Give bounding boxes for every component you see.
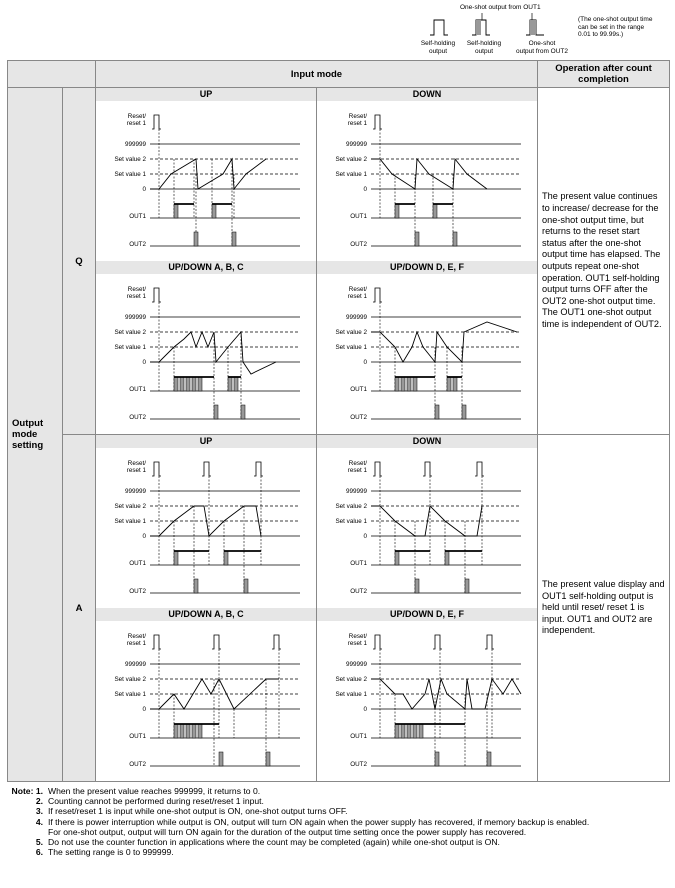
timing-diagram [96, 274, 316, 434]
label-out1: OUT1 [129, 560, 146, 567]
note-number: 3. [35, 806, 43, 817]
out2-oneshot-pulse [453, 232, 457, 246]
q-description: The present value continues to increase/ decrease for the one-shot output time, but returns to the reset start status after the one-shot output time has elapsed. The outputs repeat one-shot operation. OUT1 self-holding output turns OFF after the OUT2 one-shot output time. The OUT1 one-shot output time is independent of OUT2. [538, 88, 670, 435]
q-down-cell [317, 88, 538, 435]
mode-a-label: A [63, 435, 96, 782]
reset-pulse [254, 462, 263, 476]
label-reset-a: Reset/ [348, 113, 367, 120]
a-up-cell [96, 435, 317, 782]
header-input-mode: Input mode [96, 61, 538, 88]
label-max: 999999 [345, 488, 367, 495]
out2-oneshot-pulse [415, 232, 419, 246]
q-updown-abc-title: UP/DOWN A, B, C [96, 261, 316, 274]
label-reset-b: reset 1 [347, 293, 367, 300]
out1-oneshot-pulse [174, 551, 178, 565]
header-operation-a: Operation after count [555, 63, 652, 74]
label-out2: OUT2 [129, 414, 146, 421]
q-up-cell [96, 88, 317, 435]
label-reset-b: reset 1 [126, 640, 146, 647]
timing-diagram [317, 274, 537, 434]
out2-oneshot-pulse [487, 752, 491, 766]
label-out1: OUT1 [129, 213, 146, 220]
mode-q-label: Q [63, 88, 96, 435]
label-zero: 0 [363, 706, 367, 713]
note-text: If there is power interruption while output is ON, output will turn ON again when the power supply has recovered, if memory backup is enabled. [48, 816, 590, 827]
legend-oneshot-a: One-shot [528, 40, 556, 47]
note-item [7, 837, 669, 847]
timing-diagram [317, 448, 537, 608]
out1-oneshot-pulse [174, 204, 178, 218]
reset-pulse [212, 635, 221, 649]
label-sv2: Set value 2 [114, 503, 146, 510]
note-item [7, 786, 669, 796]
out1-oneshot-pulse [192, 377, 196, 391]
q-down-chart [317, 101, 537, 261]
a-updown-abc-title: UP/DOWN A, B, C [96, 608, 316, 621]
label-sv1: Set value 1 [335, 171, 367, 178]
label-zero: 0 [363, 359, 367, 366]
out2-oneshot-pulse [219, 752, 223, 766]
label-sv1: Set value 1 [114, 171, 146, 178]
reset-pulse [373, 288, 382, 302]
out1-oneshot-pulse [198, 377, 202, 391]
note-item [7, 796, 669, 806]
legend-note-a: (The one-shot output time [578, 16, 653, 23]
label-reset-a: Reset/ [127, 286, 146, 293]
out1-oneshot-pulse [453, 377, 457, 391]
notes [7, 786, 669, 857]
reset-pulse [152, 288, 161, 302]
out1-oneshot-pulse [224, 551, 228, 565]
label-max: 999999 [124, 314, 146, 321]
note-item [7, 806, 669, 816]
header-blank [8, 61, 96, 88]
a-up-chart [96, 448, 316, 608]
output-mode-table [7, 60, 670, 782]
label-sv2: Set value 2 [335, 503, 367, 510]
label-max: 999999 [345, 141, 367, 148]
a-updown-def-title: UP/DOWN D, E, F [317, 608, 537, 621]
legend-oneshot-out1-label: One-shot output from OUT1 [460, 4, 541, 11]
out1-oneshot-pulse [174, 377, 178, 391]
label-out2: OUT2 [350, 414, 367, 421]
label-sv2: Set value 2 [335, 329, 367, 336]
reset-pulse [373, 635, 382, 649]
note-number: Note: 1. [11, 786, 43, 796]
out2-oneshot-pulse [232, 232, 236, 246]
note-number [7, 827, 48, 837]
note-item [7, 827, 669, 837]
out2-oneshot-pulse [415, 579, 419, 593]
out1-oneshot-pulse [401, 724, 405, 738]
out1-oneshot-pulse [407, 724, 411, 738]
label-max: 999999 [345, 661, 367, 668]
count-waveform [150, 679, 279, 709]
out2-oneshot-pulse [194, 579, 198, 593]
out1-oneshot-pulse [186, 724, 190, 738]
label-reset-a: Reset/ [348, 286, 367, 293]
label-out1: OUT1 [129, 733, 146, 740]
label-out1: OUT1 [350, 213, 367, 220]
reset-pulse [423, 462, 432, 476]
note-number: 5. [35, 837, 43, 848]
label-reset-b: reset 1 [126, 467, 146, 474]
legend-self-holding2-a: Self-holding [466, 40, 502, 47]
note-number: 4. [35, 816, 43, 827]
out1-oneshot-pulse [413, 377, 417, 391]
a-down-chart [317, 448, 537, 608]
a-down-cell [317, 435, 538, 782]
label-reset-b: reset 1 [347, 120, 367, 127]
out2-oneshot-pulse [435, 405, 439, 419]
out1-oneshot-pulse [395, 551, 399, 565]
label-zero: 0 [363, 186, 367, 193]
label-reset-a: Reset/ [127, 460, 146, 467]
out1-oneshot-pulse [401, 377, 405, 391]
note-number: 2. [35, 796, 43, 807]
label-out2: OUT2 [129, 588, 146, 595]
out2-oneshot-pulse [214, 405, 218, 419]
label-sv1: Set value 1 [335, 518, 367, 525]
note-text: The setting range is 0 to 999999. [48, 847, 174, 858]
out2-oneshot-pulse [462, 405, 466, 419]
note-text: Counting cannot be performed during reset/reset 1 input. [48, 796, 264, 807]
a-updown-abc-chart [96, 621, 316, 781]
timing-diagram [317, 101, 537, 261]
label-out2: OUT2 [350, 588, 367, 595]
out2-oneshot-pulse [266, 752, 270, 766]
label-sv1: Set value 1 [114, 518, 146, 525]
out2-oneshot-pulse [435, 752, 439, 766]
label-sv2: Set value 2 [114, 156, 146, 163]
reset-pulse [373, 462, 382, 476]
out1-oneshot-pulse [198, 724, 202, 738]
q-down-title: DOWN [317, 88, 537, 101]
reset-pulse [373, 115, 382, 129]
header-operation-b: completion [578, 74, 629, 85]
timing-diagram [96, 101, 316, 261]
label-out1: OUT1 [350, 560, 367, 567]
a-up-title: UP [96, 435, 316, 448]
out1-oneshot-pulse [228, 377, 232, 391]
reset-pulse [433, 635, 442, 649]
label-max: 999999 [345, 314, 367, 321]
label-reset-a: Reset/ [348, 460, 367, 467]
label-sv2: Set value 2 [335, 156, 367, 163]
label-out2: OUT2 [129, 761, 146, 768]
count-waveform [150, 332, 276, 374]
output-legend [410, 2, 672, 58]
reset-pulse [152, 635, 161, 649]
timing-diagram [96, 448, 316, 608]
label-zero: 0 [142, 706, 146, 713]
q-up-chart [96, 101, 316, 261]
reset-pulse [152, 115, 161, 129]
out1-oneshot-pulse [234, 377, 238, 391]
label-sv1: Set value 1 [114, 344, 146, 351]
out1-oneshot-pulse [413, 724, 417, 738]
label-sv1: Set value 1 [335, 691, 367, 698]
count-waveform [371, 322, 517, 362]
note-text: If reset/reset 1 is input while one-shot output is ON, one-shot output turns OFF. [48, 806, 348, 817]
legend-note-b: can be set in the range [578, 23, 645, 31]
timing-diagram [317, 621, 537, 781]
out1-oneshot-pulse [447, 377, 451, 391]
label-max: 999999 [124, 141, 146, 148]
a-updown-def-chart [317, 621, 537, 781]
label-out1: OUT1 [129, 386, 146, 393]
note-item [7, 847, 669, 857]
out1-oneshot-pulse [186, 377, 190, 391]
output-mode-setting-label: Output mode setting [8, 88, 63, 782]
legend-oneshot-b: output from OUT2 [515, 47, 569, 55]
out1-oneshot-pulse [212, 204, 216, 218]
label-reset-a: Reset/ [348, 633, 367, 640]
out2-oneshot-pulse [244, 579, 248, 593]
note-number: 6. [35, 847, 43, 858]
out1-oneshot-pulse [192, 724, 196, 738]
out1-oneshot-pulse [419, 724, 423, 738]
q-up-title: UP [96, 88, 316, 101]
reset-pulse [485, 635, 494, 649]
legend-self-holding-a: Self-holding [420, 40, 456, 47]
legend-self-holding2-b: output [474, 47, 494, 55]
out1-oneshot-pulse [174, 724, 178, 738]
label-out1: OUT1 [350, 733, 367, 740]
out2-oneshot-pulse [465, 579, 469, 593]
out1-oneshot-pulse [433, 204, 437, 218]
out1-oneshot-pulse [395, 724, 399, 738]
label-zero: 0 [142, 533, 146, 540]
out1-oneshot-pulse [395, 377, 399, 391]
label-zero: 0 [142, 186, 146, 193]
reset-pulse [202, 462, 211, 476]
out1-oneshot-pulse [180, 724, 184, 738]
reset-pulse [272, 635, 281, 649]
label-max: 999999 [124, 488, 146, 495]
label-reset-b: reset 1 [126, 120, 146, 127]
label-out2: OUT2 [350, 241, 367, 248]
label-reset-b: reset 1 [347, 640, 367, 647]
q-updown-def-title: UP/DOWN D, E, F [317, 261, 537, 274]
out2-oneshot-pulse [194, 232, 198, 246]
label-sv1: Set value 1 [114, 691, 146, 698]
q-updown-def-chart [317, 274, 537, 434]
note-text: When the present value reaches 999999, it returns to 0. [48, 786, 261, 796]
label-out1: OUT1 [350, 386, 367, 393]
header-operation [538, 61, 670, 88]
q-updown-abc-chart [96, 274, 316, 434]
note-text: For one-shot output, output will turn ON again for the duration of the output time setting once the power supply has recovered. [48, 826, 527, 837]
out1-oneshot-pulse [180, 377, 184, 391]
a-down-title: DOWN [317, 435, 537, 448]
out2-oneshot-pulse [241, 405, 245, 419]
label-reset-a: Reset/ [127, 113, 146, 120]
legend-self-holding-b: output [428, 47, 448, 55]
a-description: The present value display and OUT1 self-holding output is held until reset/ reset 1 is input. OUT1 and OUT2 are independent. [538, 435, 670, 782]
legend-note-c: 0.01 to 99.99s.) [578, 31, 624, 38]
label-sv2: Set value 2 [114, 329, 146, 336]
out1-oneshot-pulse [395, 204, 399, 218]
reset-pulse [475, 462, 484, 476]
label-sv2: Set value 2 [335, 676, 367, 683]
label-sv1: Set value 1 [335, 344, 367, 351]
label-sv2: Set value 2 [114, 676, 146, 683]
label-zero: 0 [363, 533, 367, 540]
label-max: 999999 [124, 661, 146, 668]
label-reset-a: Reset/ [127, 633, 146, 640]
reset-pulse [152, 462, 161, 476]
timing-diagram [96, 621, 316, 781]
label-reset-b: reset 1 [347, 467, 367, 474]
label-zero: 0 [142, 359, 146, 366]
label-out2: OUT2 [129, 241, 146, 248]
note-text: Do not use the counter function in applications where the count may be completed (again) while one-shot output is ON. [48, 837, 500, 848]
label-reset-b: reset 1 [126, 293, 146, 300]
out1-oneshot-pulse [445, 551, 449, 565]
out1-oneshot-pulse [407, 377, 411, 391]
note-item [7, 817, 669, 827]
label-out2: OUT2 [350, 761, 367, 768]
